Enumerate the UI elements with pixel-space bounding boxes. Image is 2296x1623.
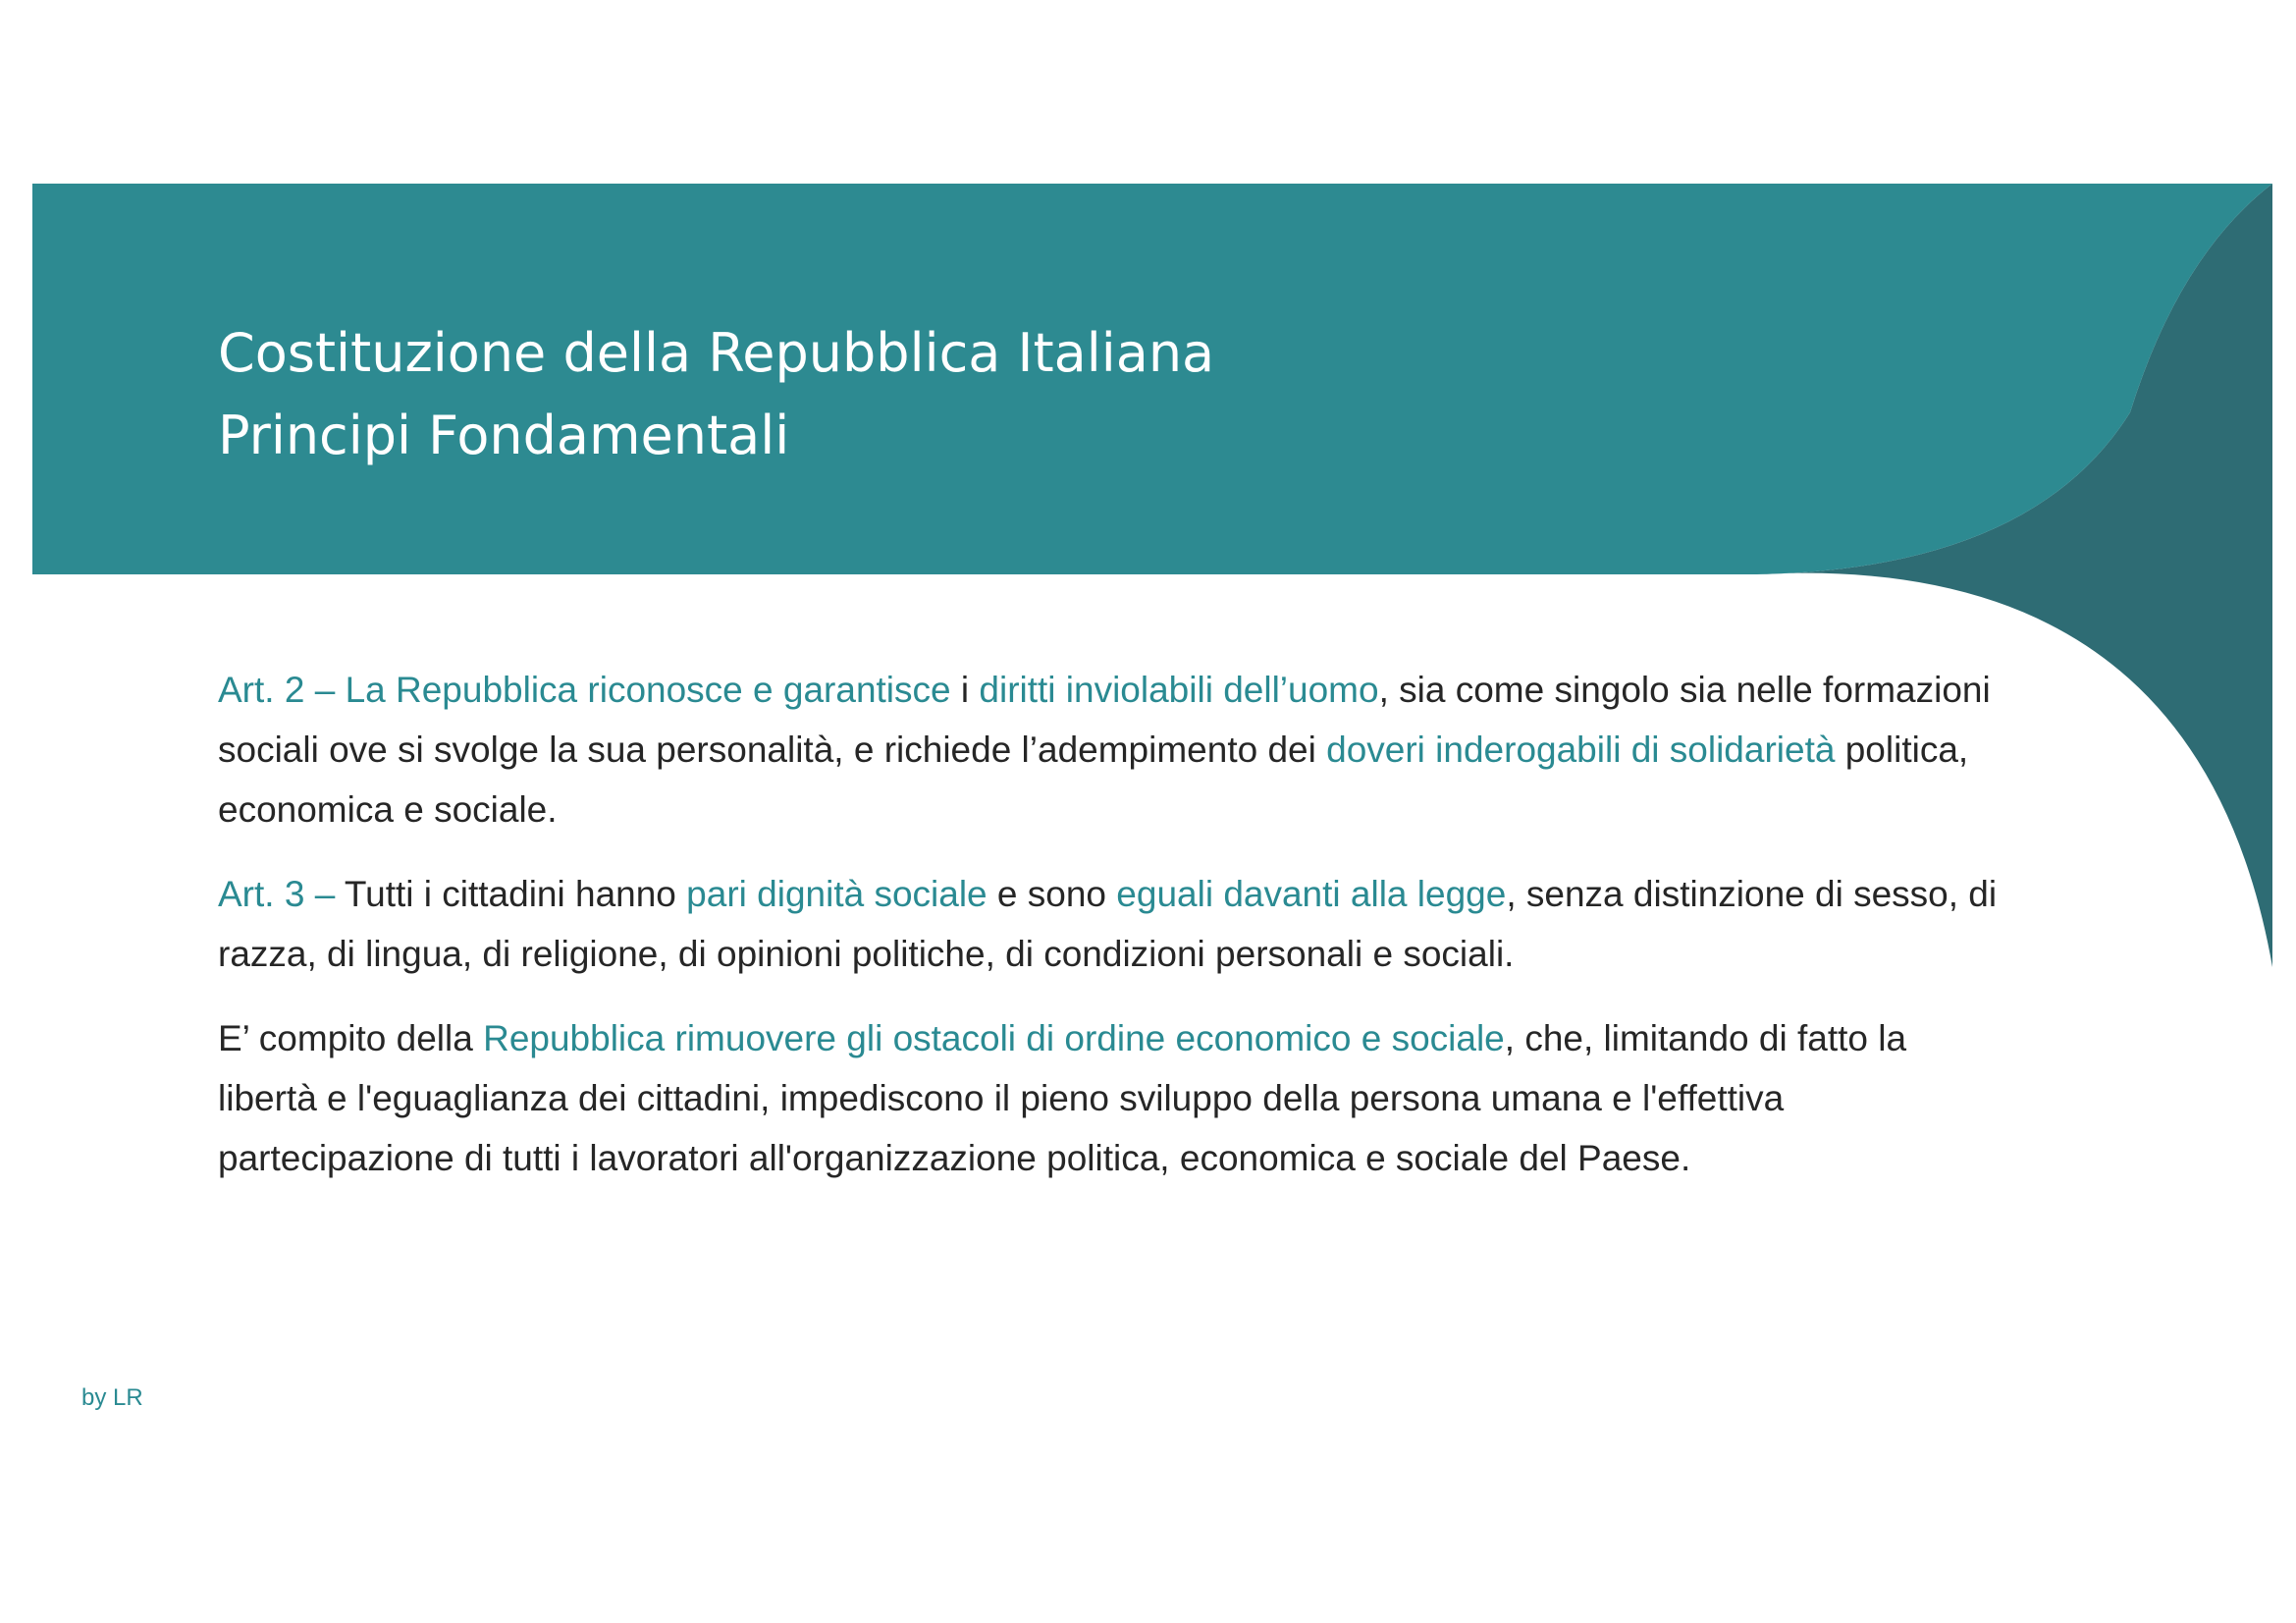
compito-paragraph [218, 1008, 2004, 1188]
slide-content [218, 660, 2004, 1213]
compito-text-1: E’ compito della [218, 1018, 484, 1058]
compito-highlight: Repubblica rimuovere gli ostacoli di ordine economico e sociale [483, 1018, 1505, 1058]
compito-text-2: , che, limitando di fatto la libertà e l'eguaglianza dei cittadini, impediscono il pieno sviluppo della persona umana e l'effettiva partecipazione di tutti i lavoratori all'organizzazione politica, economica e sociale del Paese. [218, 1018, 1907, 1178]
article-2-highlight-1: La Repubblica riconosce e garantisce [345, 670, 951, 710]
article-2-paragraph [218, 660, 2004, 839]
article-2-label: Art. 2 – [218, 670, 346, 710]
article-3-text-3: , senza distinzione di sesso, di razza, di lingua, di religione, di opinioni politiche, di condizioni personali e sociali. [218, 874, 1998, 974]
article-2-text-2: , sia come singolo sia nelle formazioni sociali ove si svolge la sua personalità, e richiede l’adempimento dei [218, 670, 1991, 770]
article-3-paragraph [218, 864, 2004, 984]
article-2-text-3: politica, economica e sociale. [218, 730, 1969, 830]
article-3-label: Art. 3 – [218, 874, 345, 914]
article-3-text-2: e sono [987, 874, 1117, 914]
title-line-2: Principi Fondamentali [218, 405, 790, 466]
article-3-text-1: Tutti i cittadini hanno [344, 874, 687, 914]
article-2-text-1: i [950, 670, 980, 710]
slide-title [218, 312, 1214, 477]
article-3-highlight-1: pari dignità sociale [686, 874, 988, 914]
article-2-highlight-2: diritti inviolabili dell’uomo [979, 670, 1379, 710]
footer-credit: by LR [81, 1384, 143, 1411]
title-line-1: Costituzione della Repubblica Italiana [218, 322, 1215, 384]
article-3-highlight-2: eguali davanti alla legge [1116, 874, 1507, 914]
article-2-highlight-3: doveri inderogabili di solidarietà [1326, 730, 1836, 770]
